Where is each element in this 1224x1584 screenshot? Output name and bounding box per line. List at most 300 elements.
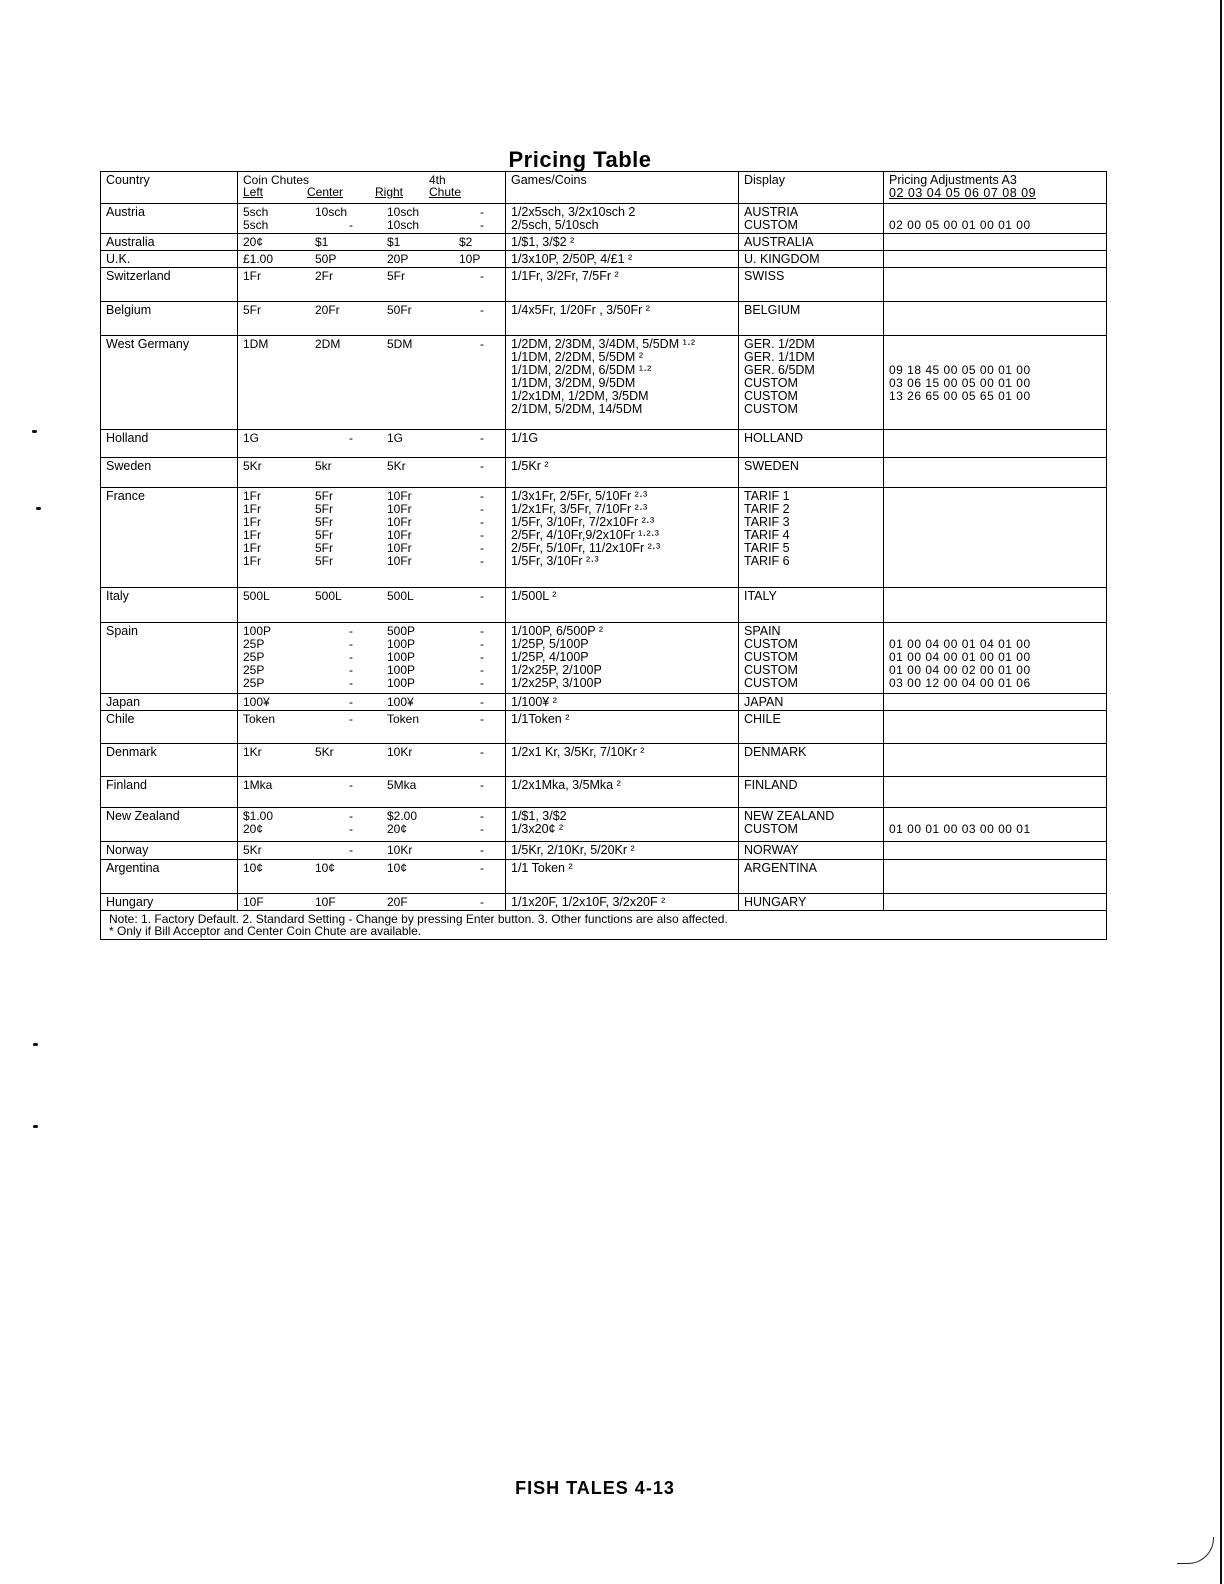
punch-mark xyxy=(32,430,37,433)
pricing-adjustments-cell xyxy=(884,808,1107,842)
table-row xyxy=(101,430,1107,458)
chute-left-value: 1Fr xyxy=(243,554,261,568)
chute-4th-value: - xyxy=(480,843,484,857)
chute-center-value: $1 xyxy=(315,235,329,249)
chute-line xyxy=(243,862,501,875)
chute-right-value: 20P xyxy=(387,252,409,266)
chute-left-value: 1G xyxy=(243,431,260,445)
chute-left-value: 1Kr xyxy=(243,745,262,759)
chute-line xyxy=(243,810,501,823)
chute-line xyxy=(243,338,501,351)
pricing-adjustments-cell xyxy=(884,302,1107,336)
pricing-adjustments-cell xyxy=(884,894,1107,911)
coin-chutes-cell xyxy=(238,808,506,842)
display-cell xyxy=(739,234,884,251)
table-row xyxy=(101,860,1107,894)
games-coins-line: 1/100¥ ² xyxy=(511,695,557,709)
header-center-label: Center xyxy=(307,185,344,199)
country-name: Denmark xyxy=(106,745,157,759)
chute-left-value: 5Kr xyxy=(243,459,262,473)
country-cell xyxy=(101,744,238,777)
games-coins-line: 1/2x1Mka, 3/5Mka ² xyxy=(511,778,621,792)
header-coin-chutes xyxy=(238,172,506,204)
chute-4th-value: 10P xyxy=(459,252,481,266)
chute-center-value: - xyxy=(349,822,353,836)
chute-4th-value: - xyxy=(480,676,484,690)
chute-center-value: - xyxy=(349,663,353,677)
country-name: New Zealand xyxy=(106,809,180,823)
coin-chutes-cell xyxy=(238,711,506,744)
chute-left-value: 500L xyxy=(243,589,270,603)
display-line: TARIF 1 xyxy=(744,489,790,503)
display-line: NORWAY xyxy=(744,843,799,857)
chute-right-value: 10sch xyxy=(387,205,420,219)
chute-center-value: 5Fr xyxy=(315,502,333,516)
chute-line xyxy=(243,253,501,266)
chute-right-value: 10Fr xyxy=(387,502,412,516)
header-4th-label: 4th xyxy=(429,173,446,187)
display-line: HUNGARY xyxy=(744,895,807,909)
chute-center-value: - xyxy=(349,695,353,709)
country-cell xyxy=(101,808,238,842)
chute-left-value: Token xyxy=(243,712,276,726)
chute-4th-value: - xyxy=(480,861,484,875)
chute-left-value: 20¢ xyxy=(243,235,264,249)
chute-right-value: 50Fr xyxy=(387,303,412,317)
adjustment-line: 01 00 01 00 03 00 00 01 xyxy=(889,822,1031,836)
pricing-adjustments-cell xyxy=(884,204,1107,234)
chute-line xyxy=(243,590,501,603)
display-cell xyxy=(739,860,884,894)
pricing-adjustments-cell xyxy=(884,842,1107,860)
pricing-adjustments-cell xyxy=(884,234,1107,251)
games-coins-line: 2/5Fr, 4/10Fr,9/2x10Fr ¹·²·³ xyxy=(511,528,659,542)
games-coins-cell xyxy=(506,336,739,430)
display-line: GER. 6/5DM xyxy=(744,363,815,377)
chute-4th-value: - xyxy=(480,459,484,473)
table-row xyxy=(101,458,1107,488)
notes-cell xyxy=(101,911,1107,940)
games-coins-line: 1/1DM, 2/2DM, 6/5DM ¹·² xyxy=(511,363,652,377)
display-cell xyxy=(739,430,884,458)
games-coins-line: 1/1DM, 2/2DM, 5/5DM ² xyxy=(511,350,643,364)
adjustment-line: 02 00 05 00 01 00 01 00 xyxy=(889,218,1031,232)
chute-line xyxy=(243,896,501,909)
country-cell xyxy=(101,458,238,488)
country-name: U.K. xyxy=(106,252,131,266)
display-cell xyxy=(739,336,884,430)
pricing-table xyxy=(100,171,1107,940)
chute-4th-value: - xyxy=(480,528,484,542)
display-line: CUSTOM xyxy=(744,402,798,416)
note-line: * Only if Bill Acceptor and Center Coin Chute are available. xyxy=(109,924,422,938)
pricing-adjustments-cell xyxy=(884,588,1107,623)
table-row xyxy=(101,894,1107,911)
chute-line xyxy=(243,625,501,638)
chute-left-value: 25P xyxy=(243,676,265,690)
games-coins-line: 1/25P, 4/100P xyxy=(511,650,589,664)
chute-left-value: 5Fr xyxy=(243,303,261,317)
chute-line xyxy=(243,555,501,568)
page-footer: FISH TALES 4-13 xyxy=(515,1478,675,1498)
chute-left-value: 100¥ xyxy=(243,695,270,709)
coin-chutes-cell xyxy=(238,777,506,808)
games-coins-line: 1/1Token ² xyxy=(511,712,570,726)
display-line: SPAIN xyxy=(744,624,781,638)
display-line: TARIF 6 xyxy=(744,554,790,568)
pricing-adjustments-cell xyxy=(884,488,1107,588)
chute-left-value: 25P xyxy=(243,637,265,651)
header-right-label: Right xyxy=(375,185,404,199)
chute-center-value: 5Fr xyxy=(315,489,333,503)
adjustment-line: 13 26 65 00 05 65 01 00 xyxy=(889,389,1031,403)
games-coins-line: 1/1G xyxy=(511,431,539,445)
punch-mark xyxy=(36,507,41,510)
chute-center-value: - xyxy=(349,431,353,445)
chute-left-value: 1Fr xyxy=(243,489,261,503)
display-line: TARIF 2 xyxy=(744,502,790,516)
chute-right-value: 100P xyxy=(387,676,416,690)
chute-line xyxy=(243,696,501,709)
games-coins-line: 1/3x1Fr, 2/5Fr, 5/10Fr ²·³ xyxy=(511,489,648,503)
games-coins-line: 1/1x20F, 1/2x10F, 3/2x20F ² xyxy=(511,895,666,909)
display-line: AUSTRIA xyxy=(744,205,799,219)
chute-line xyxy=(243,529,501,542)
chute-left-value: 1Fr xyxy=(243,528,261,542)
games-coins-line: 1/2x1DM, 1/2DM, 3/5DM xyxy=(511,389,649,403)
country-cell xyxy=(101,204,238,234)
games-coins-line: 1/2x1 Kr, 3/5Kr, 7/10Kr ² xyxy=(511,745,645,759)
display-line: ARGENTINA xyxy=(744,861,817,875)
country-name: Finland xyxy=(106,778,147,792)
games-coins-cell xyxy=(506,302,739,336)
coin-chutes-cell xyxy=(238,458,506,488)
coin-chutes-cell xyxy=(238,842,506,860)
chute-4th-value: - xyxy=(480,515,484,529)
chute-4th-value: - xyxy=(480,745,484,759)
chute-center-value: - xyxy=(349,843,353,857)
table-row xyxy=(101,268,1107,302)
display-line: CUSTOM xyxy=(744,663,798,677)
display-line: FINLAND xyxy=(744,778,798,792)
chute-line xyxy=(243,779,501,792)
chute-center-value: 2DM xyxy=(315,337,341,351)
note-line: Note: 1. Factory Default. 2. Standard Setting - Change by pressing Enter button. 3. Other functions are also affected. xyxy=(109,912,728,926)
table-row xyxy=(101,777,1107,808)
chute-right-value: Token xyxy=(387,712,420,726)
table-row xyxy=(101,808,1107,842)
table-row xyxy=(101,588,1107,623)
games-coins-line: 1/2x5sch, 3/2x10sch 2 xyxy=(511,205,636,219)
header-pricing-adjustments xyxy=(884,172,1107,204)
chute-4th-value: - xyxy=(480,502,484,516)
chute-line xyxy=(243,206,501,219)
display-cell xyxy=(739,744,884,777)
pricing-adjustments-cell xyxy=(884,711,1107,744)
games-coins-line: 1/1DM, 3/2DM, 9/5DM xyxy=(511,376,636,390)
chute-right-value: 5Mka xyxy=(387,778,417,792)
games-coins-line: 1/500L ² xyxy=(511,589,557,603)
adjustment-line: 09 18 45 00 05 00 01 00 xyxy=(889,363,1031,377)
chute-center-value: 10sch xyxy=(315,205,348,219)
display-line: CUSTOM xyxy=(744,676,798,690)
country-cell xyxy=(101,488,238,588)
chute-line xyxy=(243,219,501,232)
games-coins-line: 2/5Fr, 5/10Fr, 11/2x10Fr ²·³ xyxy=(511,541,661,555)
coin-chutes-cell xyxy=(238,894,506,911)
country-name: Japan xyxy=(106,695,141,709)
games-coins-cell xyxy=(506,268,739,302)
chute-line xyxy=(243,270,501,283)
chute-left-value: 1DM xyxy=(243,337,269,351)
chute-line xyxy=(243,542,501,555)
games-coins-line: 1/2x25P, 3/100P xyxy=(511,676,602,690)
chute-right-value: 100P xyxy=(387,650,416,664)
display-line: DENMARK xyxy=(744,745,807,759)
chute-line xyxy=(243,638,501,651)
country-cell xyxy=(101,234,238,251)
header-adjust-label: Pricing Adjustments A3 xyxy=(889,173,1017,187)
pricing-adjustments-cell xyxy=(884,694,1107,711)
chute-line xyxy=(243,746,501,759)
chute-right-value: 10Fr xyxy=(387,554,412,568)
pricing-adjustments-cell xyxy=(884,430,1107,458)
display-line: ITALY xyxy=(744,589,777,603)
page-edge xyxy=(1220,0,1222,1584)
chute-4th-value: - xyxy=(480,541,484,555)
chute-center-value: 5Kr xyxy=(315,745,334,759)
chute-4th-value: - xyxy=(480,895,484,909)
country-cell xyxy=(101,588,238,623)
coin-chutes-cell xyxy=(238,302,506,336)
games-coins-line: 1/5Kr, 2/10Kr, 5/20Kr ² xyxy=(511,843,635,857)
display-cell xyxy=(739,711,884,744)
display-cell xyxy=(739,808,884,842)
chute-right-value: 5Kr xyxy=(387,459,406,473)
country-cell xyxy=(101,268,238,302)
chute-center-value: 5Fr xyxy=(315,515,333,529)
chute-center-value: - xyxy=(349,637,353,651)
games-coins-line: 1/4x5Fr, 1/20Fr , 3/50Fr ² xyxy=(511,303,650,317)
chute-line xyxy=(243,651,501,664)
page-title: Pricing Table xyxy=(508,147,652,172)
display-line: BELGIUM xyxy=(744,303,801,317)
chute-line xyxy=(243,304,501,317)
display-line: CUSTOM xyxy=(744,650,798,664)
country-name: Norway xyxy=(106,843,149,857)
country-cell xyxy=(101,251,238,268)
chute-4th-value: - xyxy=(480,624,484,638)
display-line: GER. 1/2DM xyxy=(744,337,815,351)
country-name: Spain xyxy=(106,624,138,638)
pricing-adjustments-cell xyxy=(884,744,1107,777)
display-line: CHILE xyxy=(744,712,781,726)
chute-center-value: - xyxy=(349,624,353,638)
display-line: CUSTOM xyxy=(744,822,798,836)
country-name: Sweden xyxy=(106,459,152,473)
chute-center-value: - xyxy=(349,650,353,664)
punch-mark xyxy=(33,1125,38,1128)
chute-center-value: 5Fr xyxy=(315,554,333,568)
chute-right-value: 10Fr xyxy=(387,541,412,555)
chute-right-value: 10¢ xyxy=(387,861,408,875)
country-cell xyxy=(101,711,238,744)
header-display: Display xyxy=(739,172,884,204)
games-coins-line: 1/$1, 3/$2 ² xyxy=(511,235,575,249)
display-line: CUSTOM xyxy=(744,637,798,651)
chute-right-value: 5Fr xyxy=(387,269,405,283)
chute-right-value: 10Fr xyxy=(387,528,412,542)
chute-center-value: 5kr xyxy=(315,459,332,473)
table-row xyxy=(101,744,1107,777)
display-cell xyxy=(739,842,884,860)
games-coins-cell xyxy=(506,430,739,458)
display-line: CUSTOM xyxy=(744,218,798,232)
games-coins-line: 1/5Fr, 3/10Fr ²·³ xyxy=(511,554,599,568)
games-coins-cell xyxy=(506,588,739,623)
chute-4th-value: - xyxy=(480,589,484,603)
pricing-adjustments-cell xyxy=(884,336,1107,430)
pricing-adjustments-cell xyxy=(884,860,1107,894)
table-row xyxy=(101,234,1107,251)
chute-left-value: 100P xyxy=(243,624,272,638)
display-cell xyxy=(739,588,884,623)
games-coins-cell xyxy=(506,694,739,711)
chute-left-value: 25P xyxy=(243,663,265,677)
chute-right-value: 500L xyxy=(387,589,414,603)
table-row xyxy=(101,694,1107,711)
chute-4th-value: - xyxy=(480,712,484,726)
country-name: Italy xyxy=(106,589,129,603)
chute-left-value: 1Fr xyxy=(243,269,261,283)
country-name: Australia xyxy=(106,235,155,249)
coin-chutes-cell xyxy=(238,588,506,623)
games-coins-line: 1/2x25P, 2/100P xyxy=(511,663,602,677)
chute-4th-value: - xyxy=(480,269,484,283)
chute-center-value: 5Fr xyxy=(315,528,333,542)
display-line: GER. 1/1DM xyxy=(744,350,815,364)
games-coins-line: 1/1Fr, 3/2Fr, 7/5Fr ² xyxy=(511,269,619,283)
display-line: AUSTRALIA xyxy=(744,235,814,249)
chute-line xyxy=(243,490,501,503)
country-cell xyxy=(101,336,238,430)
chute-right-value: $2.00 xyxy=(387,809,418,823)
games-coins-cell xyxy=(506,458,739,488)
chute-left-value: 1Fr xyxy=(243,502,261,516)
chute-center-value: - xyxy=(349,218,353,232)
table-row xyxy=(101,842,1107,860)
chute-center-value: - xyxy=(349,778,353,792)
chute-right-value: 10Fr xyxy=(387,489,412,503)
coin-chutes-cell xyxy=(238,251,506,268)
games-coins-line: 1/25P, 5/100P xyxy=(511,637,589,651)
adjustment-line xyxy=(889,338,1102,351)
display-line: CUSTOM xyxy=(744,389,798,403)
punch-mark xyxy=(33,1043,38,1046)
coin-chutes-cell xyxy=(238,430,506,458)
adjustment-line: 01 00 04 00 01 04 01 00 xyxy=(889,637,1031,651)
chute-right-value: 20F xyxy=(387,895,408,909)
chute-center-value: 500L xyxy=(315,589,342,603)
chute-4th-value: - xyxy=(480,337,484,351)
display-line: NEW ZEALAND xyxy=(744,809,835,823)
games-coins-cell xyxy=(506,488,739,588)
chute-right-value: 10Fr xyxy=(387,515,412,529)
display-cell xyxy=(739,623,884,694)
country-cell xyxy=(101,842,238,860)
chute-right-value: 100P xyxy=(387,637,416,651)
notes-row xyxy=(101,911,1107,940)
header-adjust-codes: 02 03 04 05 06 07 08 09 xyxy=(889,186,1037,200)
country-name: West Germany xyxy=(106,337,190,351)
display-line: TARIF 4 xyxy=(744,528,790,542)
games-coins-line: 1/1 Token ² xyxy=(511,861,573,875)
display-cell xyxy=(739,894,884,911)
display-line: U. KINGDOM xyxy=(744,252,820,266)
chute-right-value: 10Kr xyxy=(387,843,413,857)
display-cell xyxy=(739,268,884,302)
chute-left-value: 20¢ xyxy=(243,822,264,836)
games-coins-line: 1/100P, 6/500P ² xyxy=(511,624,603,638)
country-cell xyxy=(101,623,238,694)
chute-center-value: 10F xyxy=(315,895,336,909)
chute-line xyxy=(243,713,501,726)
table-row xyxy=(101,711,1107,744)
country-name: Argentina xyxy=(106,861,160,875)
table-row xyxy=(101,302,1107,336)
pricing-adjustments-cell xyxy=(884,251,1107,268)
chute-left-value: 5Kr xyxy=(243,843,262,857)
games-coins-line: 1/$1, 3/$2 xyxy=(511,809,567,823)
games-coins-cell xyxy=(506,204,739,234)
chute-line xyxy=(243,664,501,677)
header-games: Games/Coins xyxy=(506,172,739,204)
chute-line xyxy=(243,677,501,690)
chute-4th-value: - xyxy=(480,303,484,317)
display-line: HOLLAND xyxy=(744,431,804,445)
pricing-adjustments-cell xyxy=(884,268,1107,302)
display-cell xyxy=(739,777,884,808)
header-country: Country xyxy=(101,172,238,204)
chute-left-value: 1Fr xyxy=(243,515,261,529)
display-cell xyxy=(739,458,884,488)
country-cell xyxy=(101,894,238,911)
table-row xyxy=(101,488,1107,588)
display-cell xyxy=(739,251,884,268)
games-coins-line: 1/5Kr ² xyxy=(511,459,549,473)
games-coins-line: 1/5Fr, 3/10Fr, 7/2x10Fr ²·³ xyxy=(511,515,655,529)
country-cell xyxy=(101,302,238,336)
games-coins-cell xyxy=(506,623,739,694)
display-cell xyxy=(739,204,884,234)
games-coins-line: 2/1DM, 5/2DM, 14/5DM xyxy=(511,402,643,416)
chute-line xyxy=(243,516,501,529)
chute-right-value: 500P xyxy=(387,624,416,638)
country-name: Holland xyxy=(106,431,149,445)
chute-right-value: 5DM xyxy=(387,337,413,351)
chute-right-value: 1G xyxy=(387,431,404,445)
chute-right-value: 100P xyxy=(387,663,416,677)
chute-line xyxy=(243,432,501,445)
chute-left-value: 10F xyxy=(243,895,264,909)
display-line: TARIF 3 xyxy=(744,515,790,529)
coin-chutes-cell xyxy=(238,744,506,777)
games-coins-cell xyxy=(506,744,739,777)
display-line: TARIF 5 xyxy=(744,541,790,555)
header-chute-label: Chute xyxy=(429,185,462,199)
chute-4th-value: - xyxy=(480,554,484,568)
games-coins-cell xyxy=(506,234,739,251)
